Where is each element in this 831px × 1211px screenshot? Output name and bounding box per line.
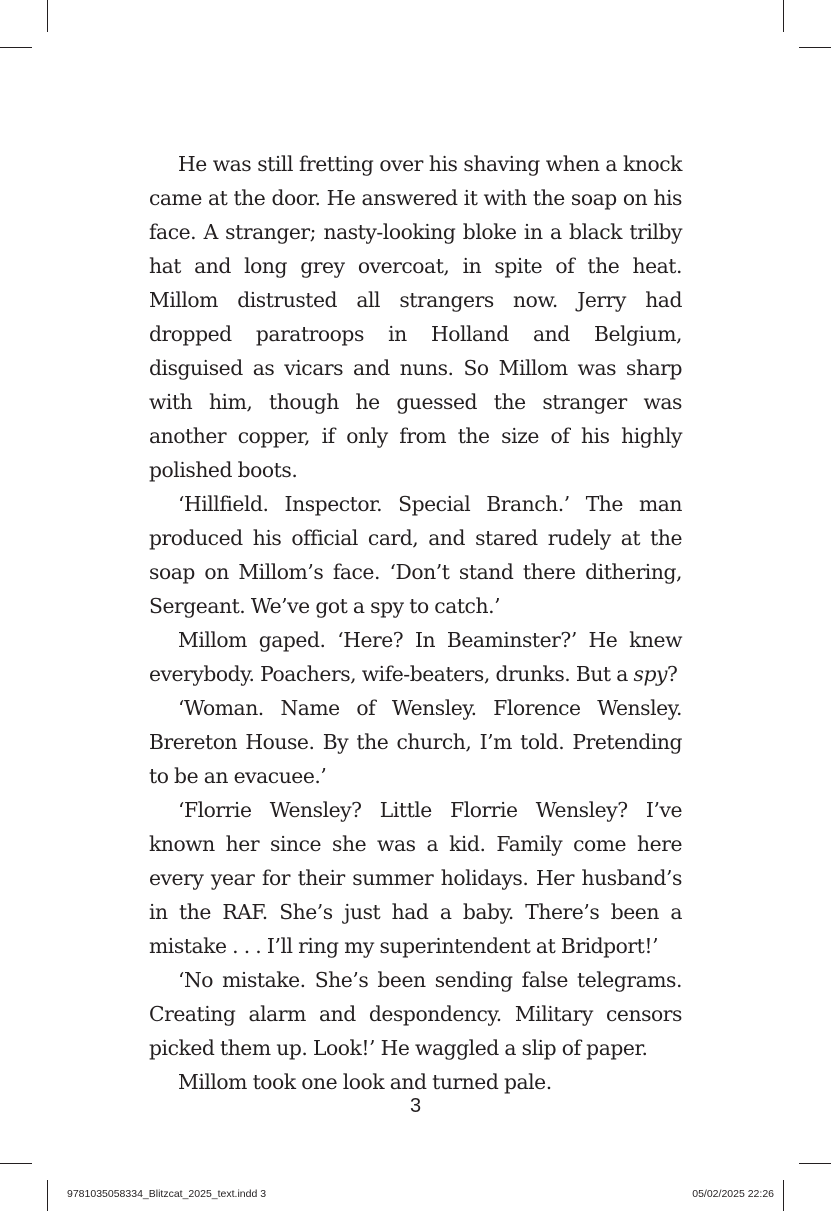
slug-date: 05/02/2025 22:26	[692, 1188, 774, 1200]
crop-mark-bottom-right	[783, 1180, 784, 1211]
crop-mark-top-left-horizontal	[0, 47, 32, 48]
paragraph-3-emphasis: spy	[633, 662, 667, 686]
body-text	[149, 147, 682, 1099]
slug-filename: 9781035058334_Blitzcat_2025_text.indd 3	[67, 1188, 267, 1200]
paragraph-5: ‘Florrie Wensley? Little Florrie Wensley? I’ve known her since she was a kid. Family come here every year for their summer holidays. Her husband’s in the RAF. She’s just had a baby. There’s been a mistake . . . I’ll ring my superintendent at Bridport!’	[149, 798, 682, 958]
crop-mark-bottom-right-horizontal	[799, 1163, 831, 1164]
crop-mark-bottom-left	[47, 1180, 48, 1211]
crop-mark-top-right-horizontal	[799, 47, 831, 48]
paragraph-7: Millom took one look and turned pale.	[178, 1070, 552, 1094]
crop-mark-bottom-left-horizontal	[0, 1163, 32, 1164]
paragraph-4: ‘Woman. Name of Wensley. Florence Wensley. Brereton House. By the church, I’m told. Pretending to be an evacuee.’	[149, 696, 682, 788]
page-number: 3	[409, 1095, 422, 1117]
crop-mark-top-right	[783, 0, 784, 32]
paragraph-1: He was still fretting over his shaving when a knock came at the door. He answered it with the soap on his face. A stranger; nasty-looking bloke in a black trilby hat and long grey overcoat, in spite of the heat. Millom distrusted all strangers now. Jerry had dropped paratroops in Holland and Belgium, disguised as vicars and nuns. So Millom was sharp with him, though he guessed the stranger was another copper, if only from the size of his highly polished boots.	[149, 152, 682, 482]
crop-mark-top-left	[47, 0, 48, 32]
paragraph-3-text: Millom gaped. ‘Here? In Beaminster?’ He knew everybody. Poachers, wife-beaters, drunks. But a	[149, 628, 682, 686]
paragraph-3-end: ?	[666, 662, 678, 686]
paragraph-2: ‘Hillfield. Inspector. Special Branch.’ The man produced his official card, and stared rudely at the soap on Millom’s face. ‘Don’t stand there dithering, Sergeant. We’ve got a spy to catch.’	[149, 492, 682, 618]
paragraph-6: ‘No mistake. She’s been sending false telegrams. Creating alarm and despondency. Military censors picked them up. Look!’ He waggled a slip of paper.	[149, 968, 682, 1060]
paragraph-3	[149, 623, 682, 691]
